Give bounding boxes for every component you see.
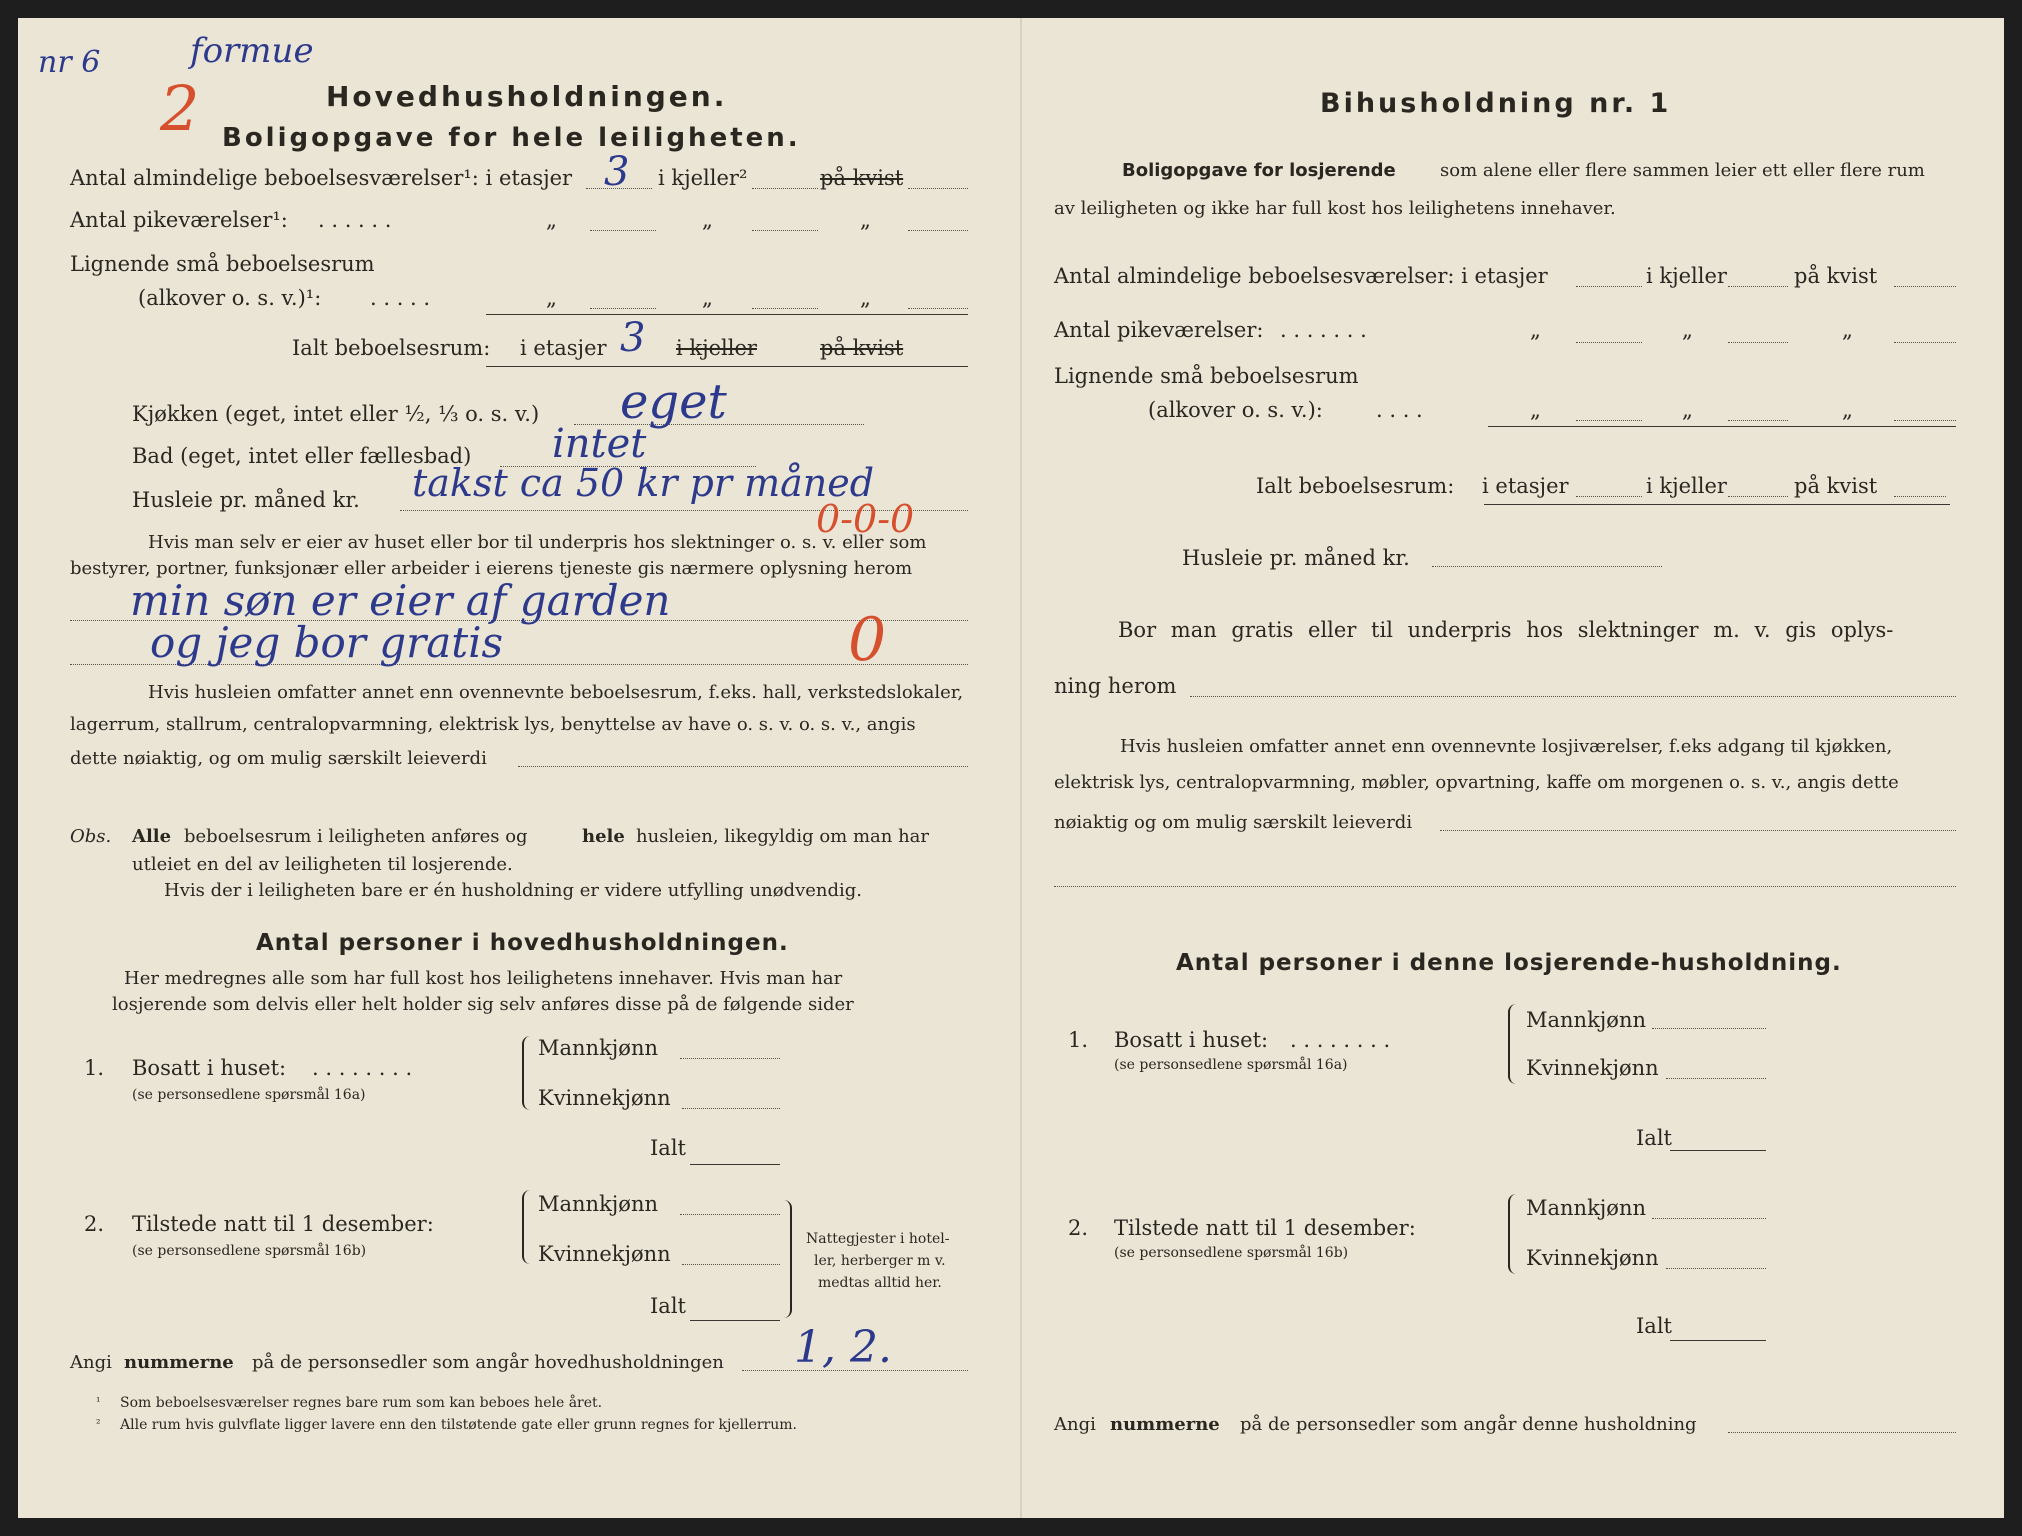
- rooms-kjeller-label: i kjeller²: [658, 166, 748, 190]
- lodger-alcove-kjeller-field[interactable]: [1728, 420, 1788, 421]
- alcove-kvist-field[interactable]: [908, 308, 968, 309]
- lodger-total-kjeller-field[interactable]: [1728, 496, 1788, 497]
- persons-title: Antal personer i hovedhusholdningen.: [256, 930, 789, 956]
- lodger-q1-brace: [1508, 1004, 1518, 1084]
- total-kjeller-label: i kjeller: [676, 336, 757, 360]
- lodger-intro-c: av leiligheten og ikke har full kost hos leilighetens innehaver.: [1054, 198, 1616, 219]
- lodger-total-etasjer-label: i etasjer: [1482, 474, 1569, 498]
- total-rooms-label: Ialt beboelsesrum:: [292, 336, 491, 360]
- obs-text-3: Hvis der i leiligheten bare er én husholdning er videre utfylling unødvendig.: [164, 880, 863, 901]
- maid-rooms-dots: . . . . . .: [318, 208, 392, 232]
- lodger-alcove-label-a: Lignende små beboelsesrum: [1054, 364, 1359, 388]
- numbers-label-a: Angi: [70, 1352, 112, 1373]
- lodger-rooms-label: Antal almindelige beboelsesværelser: i etasjer: [1054, 264, 1548, 288]
- includes-text-1: Hvis husleien omfatter annet enn ovennevnte beboelsesrum, f.eks. hall, verkstedslokaler,: [148, 682, 964, 703]
- lodger-numbers-c: på de personsedler som angår denne husholdning: [1240, 1414, 1697, 1435]
- lodger-free-text-2: ning herom: [1054, 674, 1177, 698]
- ditto-mark: „: [546, 286, 557, 310]
- handwritten-corner-number: 2: [160, 72, 200, 145]
- lodger-alcove-dots: . . . .: [1376, 398, 1423, 422]
- q1-dots: . . . . . . . .: [312, 1056, 413, 1080]
- handwritten-numbers: 1, 2.: [794, 1322, 892, 1373]
- numbers-label-b: nummerne: [124, 1352, 234, 1373]
- q2-sub: (se personsedlene spørsmål 16b): [132, 1243, 367, 1259]
- includes-field[interactable]: [518, 766, 968, 767]
- lodger-alcove-label-b: (alkover o. s. v.):: [1148, 398, 1323, 422]
- q2-brace: [522, 1190, 532, 1264]
- maid-etasjer-field[interactable]: [590, 230, 656, 231]
- maid-kvist-field[interactable]: [908, 230, 968, 231]
- maid-rooms-label: Antal pikeværelser¹:: [70, 208, 288, 232]
- lodger-q1-male-label: Mannkjønn: [1526, 1008, 1647, 1032]
- night-guests-note-3: medtas alltid her.: [818, 1275, 942, 1291]
- total-kvist-label: på kvist: [820, 336, 904, 360]
- lodger-q2-female-label: Kvinnekjønn: [1526, 1246, 1659, 1270]
- lodger-maid-label: Antal pikeværelser:: [1054, 318, 1264, 342]
- lodger-q1-dots: . . . . . . . .: [1290, 1028, 1391, 1052]
- q2-night-guests-brace: [780, 1200, 792, 1318]
- lodger-q2-male-label: Mannkjønn: [1526, 1196, 1647, 1220]
- lodger-includes-field[interactable]: [1440, 830, 1956, 831]
- lodger-rooms-kjeller-label: i kjeller: [1646, 264, 1727, 288]
- q1-female-field[interactable]: [682, 1108, 780, 1109]
- owner-text-1: Hvis man selv er eier av huset eller bor til underpris hos slektninger o. s. v. eller som: [148, 532, 927, 553]
- lodger-includes-2: elektrisk lys, centralopvarmning, møbler, opvartning, kaffe om morgenen o. s. v., angis dette: [1054, 772, 1899, 793]
- lodger-q1-total-label: Ialt: [1636, 1126, 1672, 1150]
- obs-all: Alle: [132, 826, 172, 847]
- footnote-2: Alle rum hvis gulvflate ligger lavere enn den tilstøtende gate eller grunn regnes for kjellerrum.: [120, 1417, 797, 1433]
- includes-text-3: dette nøiaktig, og om mulig særskilt leieverdi: [70, 748, 487, 769]
- lodger-total-kvist-field[interactable]: [1894, 496, 1946, 497]
- q1-number: 1.: [84, 1056, 105, 1080]
- handwritten-red-zero: 0: [848, 605, 887, 675]
- q1-brace: [522, 1036, 532, 1110]
- left-page-title: Hovedhusholdningen.: [326, 80, 728, 113]
- ditto-mark: „: [1530, 318, 1541, 342]
- ditto-mark: „: [702, 208, 713, 232]
- alcove-kjeller-field[interactable]: [752, 308, 818, 309]
- rooms-label: Antal almindelige beboelsesværelser¹: i etasjer: [70, 166, 573, 190]
- lodger-alcove-kvist-field[interactable]: [1894, 420, 1956, 421]
- numbers-label-c: på de personsedler som angår hovedhusholdningen: [252, 1352, 724, 1373]
- maid-kjeller-field[interactable]: [752, 230, 818, 231]
- lodger-persons-title: Antal personer i denne losjerende-husholdning.: [1176, 950, 1842, 976]
- lodger-intro-a: Boligopgave for losjerende: [1122, 160, 1396, 181]
- q2-total-field[interactable]: [690, 1320, 780, 1321]
- q1-label: Bosatt i huset:: [132, 1056, 287, 1080]
- q1-total-label: Ialt: [650, 1136, 686, 1160]
- right-page-title: Bihusholdning nr. 1: [1320, 88, 1672, 119]
- ditto-mark: „: [1842, 398, 1853, 422]
- lodger-total-kvist-label: på kvist: [1794, 474, 1878, 498]
- q1-sub: (se personsedlene spørsmål 16a): [132, 1087, 366, 1103]
- lodger-includes-1: Hvis husleien omfatter annet enn ovennevnte losjiværelser, f.eks adgang til kjøkken,: [1120, 736, 1893, 757]
- footnote-1: Som beboelsesværelser regnes bare rum som kan beboes hele året.: [120, 1395, 603, 1411]
- lodger-free-text-1: Bor man gratis eller til underpris hos slektninger m. v. gis oplys-: [1118, 618, 1894, 642]
- rooms-kvist-field[interactable]: [908, 188, 968, 189]
- lodger-numbers-a: Angi: [1054, 1414, 1096, 1435]
- handwritten-note-2: og jeg bor gratis: [150, 618, 504, 667]
- lodger-total-rule: [1484, 504, 1950, 505]
- obs-whole: hele: [582, 826, 625, 847]
- ditto-mark: „: [1682, 318, 1693, 342]
- lodger-maid-dots: . . . . . . .: [1280, 318, 1367, 342]
- ditto-mark: „: [1842, 318, 1853, 342]
- lodger-numbers-b: nummerne: [1110, 1414, 1220, 1435]
- total-rule: [486, 366, 968, 367]
- lodger-sum-rule: [1488, 426, 1956, 427]
- total-etasjer-label: i etasjer: [520, 336, 607, 360]
- handwritten-corner-note: nr 6: [38, 45, 101, 80]
- lodger-includes-3: nøiaktig og om mulig særskilt leieverdi: [1054, 812, 1413, 833]
- lodger-q2-number: 2.: [1068, 1216, 1089, 1240]
- q2-total-label: Ialt: [650, 1294, 686, 1318]
- lodger-q2-total-label: Ialt: [1636, 1314, 1672, 1338]
- lodger-total-label: Ialt beboelsesrum:: [1256, 474, 1455, 498]
- q1-male-field[interactable]: [680, 1058, 780, 1059]
- lodger-rooms-etasjer-field[interactable]: [1576, 286, 1642, 287]
- handwritten-total-etasjer: 3: [620, 315, 646, 361]
- q1-total-field[interactable]: [690, 1164, 780, 1165]
- handwritten-kitchen: eget: [620, 374, 727, 430]
- handwritten-bath: intet: [552, 421, 647, 467]
- footnote-2-mark: ²: [96, 1417, 101, 1430]
- q2-number: 2.: [84, 1212, 105, 1236]
- night-guests-note-2: ler, herberger m v.: [814, 1253, 946, 1269]
- lodger-intro-b: som alene eller flere sammen leier ett eller flere rum: [1440, 160, 1925, 181]
- ditto-mark: „: [702, 286, 713, 310]
- rooms-kjeller-field[interactable]: [752, 188, 818, 189]
- alcove-dots: . . . . .: [370, 286, 431, 310]
- footnote-1-mark: ¹: [96, 1395, 101, 1408]
- handwritten-corner-name: formue: [190, 31, 314, 71]
- handwritten-note-1: min søn er eier af garden: [130, 576, 671, 625]
- lodger-q1-female-field[interactable]: [1666, 1078, 1766, 1079]
- lodger-q1-sub: (se personsedlene spørsmål 16a): [1114, 1057, 1348, 1073]
- left-page-subtitle: Boligopgave for hele leiligheten.: [222, 123, 801, 153]
- alcove-etasjer-field[interactable]: [590, 308, 656, 309]
- lodger-q2-brace: [1508, 1194, 1518, 1274]
- page-fold: [1020, 18, 1022, 1518]
- lodger-rooms-kjeller-field[interactable]: [1728, 286, 1788, 287]
- q2-female-label: Kvinnekjønn: [538, 1242, 671, 1266]
- lodger-q1-female-label: Kvinnekjønn: [1526, 1056, 1659, 1080]
- q2-male-field[interactable]: [680, 1214, 780, 1215]
- q2-female-field[interactable]: [682, 1264, 780, 1265]
- owner-text-2: bestyrer, portner, funksjonær eller arbeider i eierens tjeneste gis nærmere oplysning herom: [70, 558, 913, 579]
- lodger-rooms-kvist-label: på kvist: [1794, 264, 1878, 288]
- night-guests-note-1: Nattegjester i hotel-: [806, 1231, 950, 1247]
- handwritten-rent: takst ca 50 kr pr måned: [412, 461, 875, 505]
- handwritten-red-value: 0-0-0: [816, 497, 915, 541]
- alcove-label-a: Lignende små beboelsesrum: [70, 252, 375, 276]
- lodger-q2-male-field[interactable]: [1652, 1218, 1766, 1219]
- rent-label: Husleie pr. måned kr.: [132, 488, 360, 512]
- q2-male-label: Mannkjønn: [538, 1192, 659, 1216]
- lodger-q1-total-field[interactable]: [1670, 1150, 1766, 1151]
- persons-text-2: losjerende som delvis eller helt holder sig selv anføres disse på de følgende sider: [112, 994, 854, 1015]
- lodger-alcove-etasjer-field[interactable]: [1576, 420, 1642, 421]
- ditto-mark: „: [1530, 398, 1541, 422]
- lodger-rent-field[interactable]: [1432, 566, 1662, 567]
- lodger-maid-etasjer-field[interactable]: [1576, 342, 1642, 343]
- lodger-maid-kjeller-field[interactable]: [1728, 342, 1788, 343]
- lodger-numbers-field[interactable]: [1728, 1432, 1956, 1433]
- lodger-rooms-kvist-field[interactable]: [1894, 286, 1956, 287]
- obs-label: Obs.: [70, 826, 112, 847]
- lodger-maid-kvist-field[interactable]: [1894, 342, 1956, 343]
- kitchen-label: Kjøkken (eget, intet eller ½, ⅓ o. s. v.): [132, 402, 540, 426]
- ditto-mark: „: [1682, 398, 1693, 422]
- ditto-mark: „: [860, 208, 871, 232]
- alcove-label-b: (alkover o. s. v.)¹:: [138, 286, 322, 310]
- lodger-q1-label: Bosatt i huset:: [1114, 1028, 1269, 1052]
- ditto-mark: „: [860, 286, 871, 310]
- lodger-q2-label: Tilstede natt til 1 desember:: [1114, 1216, 1416, 1240]
- lodger-free-field[interactable]: [1190, 696, 1956, 697]
- ditto-mark: „: [546, 208, 557, 232]
- lodger-total-etasjer-field[interactable]: [1576, 496, 1642, 497]
- rooms-kvist-label: på kvist: [820, 166, 904, 190]
- sum-rule: [486, 314, 968, 315]
- lodger-q1-number: 1.: [1068, 1028, 1089, 1052]
- lodger-q1-male-field[interactable]: [1652, 1028, 1766, 1029]
- persons-text-1: Her medregnes alle som har full kost hos leilighetens innehaver. Hvis man har: [124, 968, 843, 989]
- lodger-includes-field-2[interactable]: [1054, 886, 1956, 887]
- lodger-q2-sub: (se personsedlene spørsmål 16b): [1114, 1245, 1349, 1261]
- lodger-rent-label: Husleie pr. måned kr.: [1182, 546, 1410, 570]
- obs-text-2: utleiet en del av leiligheten til losjerende.: [132, 854, 513, 875]
- handwritten-etasjer: 3: [604, 149, 630, 195]
- includes-text-2: lagerrum, stallrum, centralopvarmning, elektrisk lys, benyttelse av have o. s. v. o. s. v., angis: [70, 714, 916, 735]
- lodger-q2-female-field[interactable]: [1666, 1268, 1766, 1269]
- q2-label: Tilstede natt til 1 desember:: [132, 1212, 434, 1236]
- lodger-q2-total-field[interactable]: [1670, 1340, 1766, 1341]
- obs-text-1b: beboelsesrum i leiligheten anføres og: [184, 826, 528, 847]
- obs-text-1d: husleien, likegyldig om man har: [636, 826, 929, 847]
- q1-male-label: Mannkjønn: [538, 1036, 659, 1060]
- q1-female-label: Kvinnekjønn: [538, 1086, 671, 1110]
- bath-label: Bad (eget, intet eller fællesbad): [132, 444, 472, 468]
- lodger-total-kjeller-label: i kjeller: [1646, 474, 1727, 498]
